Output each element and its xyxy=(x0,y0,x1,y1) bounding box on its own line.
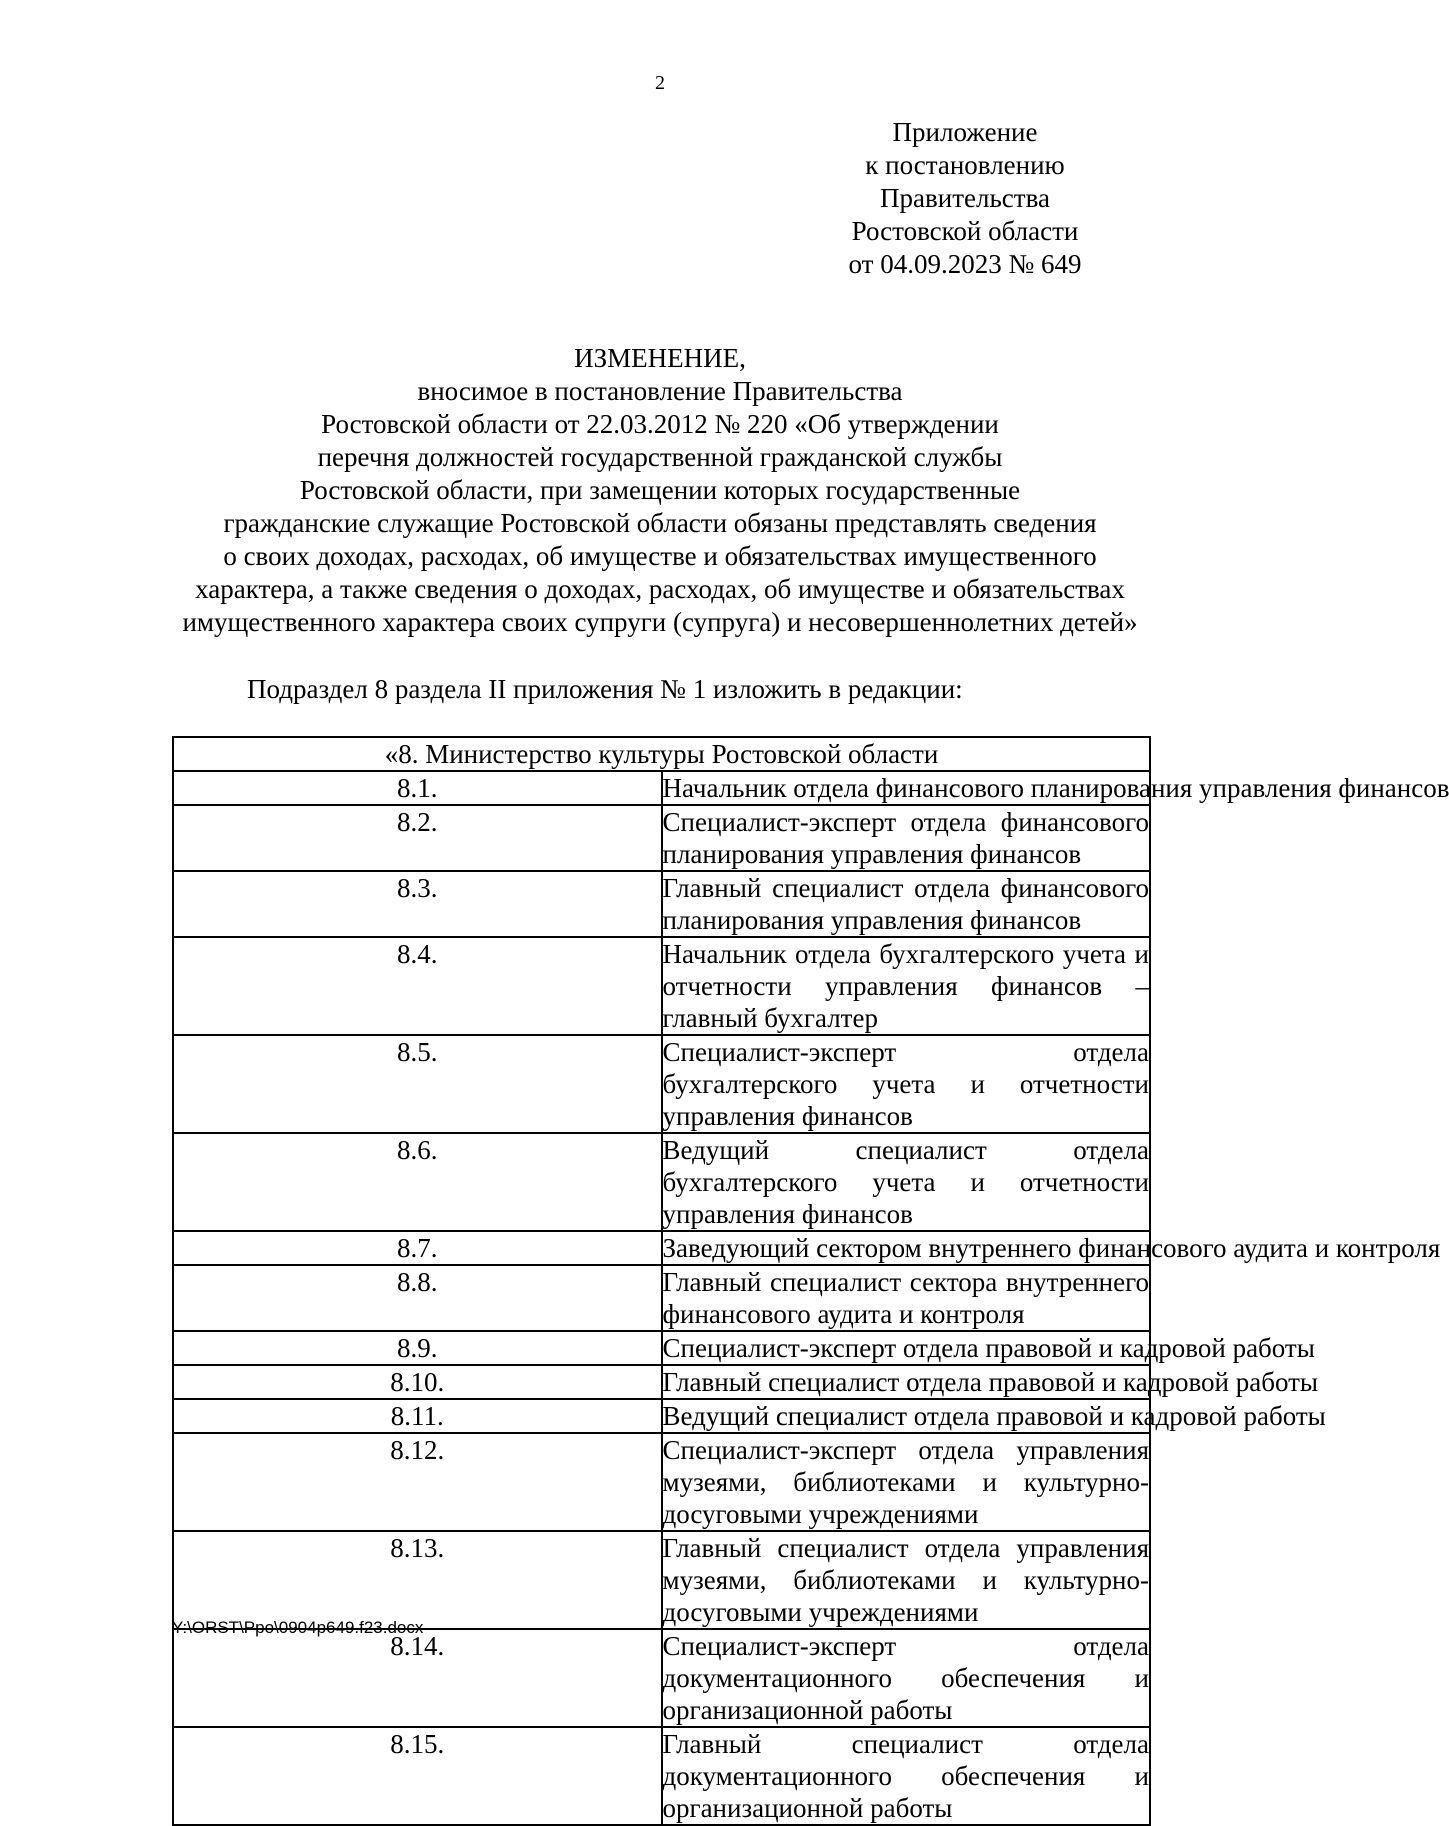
table-section-header: «8. Министерство культуры Ростовской области xyxy=(173,737,1150,771)
table-row xyxy=(173,1727,1150,1825)
row-position: Главный специалист отдела правовой и кадровой работы xyxy=(662,1367,1319,1397)
appendix-line: от 04.09.2023 № 649 xyxy=(848,249,1082,279)
table-row xyxy=(173,1629,1150,1727)
table-row xyxy=(173,937,1150,1035)
row-number: 8.9. xyxy=(173,1331,662,1365)
heading-line: о своих доходах, расходах, об имуществе и обязательствах имущественного xyxy=(223,541,1097,571)
table-row xyxy=(173,1433,1150,1531)
appendix-line: Правительства xyxy=(880,183,1050,213)
table-row xyxy=(173,871,1150,937)
positions-table xyxy=(172,736,1449,1826)
row-number: 8.5. xyxy=(173,1035,662,1133)
heading-title: ИЗМЕНЕНИЕ, xyxy=(574,343,746,373)
table-row xyxy=(173,1331,1150,1365)
heading-line: вносимое в постановление Правительства xyxy=(417,376,903,406)
row-position: Начальник отдела бухгалтерского учета и отчетности управления финансов – главный бухгалтер xyxy=(662,939,1149,1033)
row-position: Специалист-эксперт отдела управления музеями, библиотеками и культурно-досуговыми учреждениями xyxy=(662,1435,1149,1529)
heading-line: Ростовской области, при замещении которых государственные xyxy=(299,475,1021,505)
row-number: 8.7. xyxy=(173,1231,662,1265)
table-row xyxy=(173,1365,1150,1399)
heading-line: характера, а также сведения о доходах, расходах, об имуществе и обязательствах xyxy=(195,574,1125,604)
page-number: 2 xyxy=(655,72,665,94)
row-position: Ведущий специалист отдела правовой и кадровой работы xyxy=(662,1401,1326,1431)
row-number: 8.4. xyxy=(173,937,662,1035)
table-row xyxy=(173,805,1150,871)
appendix-line: Приложение xyxy=(892,117,1038,147)
heading-line: Ростовской области от 22.03.2012 № 220 «Об утверждении xyxy=(321,409,999,439)
row-position: Начальник отдела финансового планирования управления финансов xyxy=(662,773,1449,803)
row-position: Ведущий специалист отдела бухгалтерского учета и отчетности управления финансов xyxy=(662,1135,1149,1229)
table-row xyxy=(173,1133,1150,1231)
row-number: 8.3. xyxy=(173,871,662,937)
table-section-row xyxy=(173,737,1150,771)
appendix-line: Ростовской области xyxy=(851,216,1079,246)
file-path-footer: Y:\ORST\Ppo\0904p649.f23.docx xyxy=(172,1618,424,1637)
row-number: 8.8. xyxy=(173,1265,662,1331)
document-heading xyxy=(150,342,1170,639)
table-row xyxy=(173,1265,1150,1331)
heading-line: гражданские служащие Ростовской области обязаны представлять сведения xyxy=(223,508,1097,538)
row-position: Специалист-эксперт отдела правовой и кадровой работы xyxy=(662,1333,1315,1363)
row-number: 8.11. xyxy=(173,1399,662,1433)
table-row xyxy=(173,1399,1150,1433)
table-row xyxy=(173,1531,1150,1629)
row-position: Главный специалист сектора внутреннего финансового аудита и контроля xyxy=(662,1267,1149,1329)
row-position: Специалист-эксперт отдела бухгалтерского учета и отчетности управления финансов xyxy=(662,1037,1149,1131)
table-row xyxy=(173,1231,1150,1265)
row-position: Главный специалист отдела финансового планирования управления финансов xyxy=(662,873,1149,935)
row-number: 8.15. xyxy=(173,1727,662,1825)
row-number: 8.13. xyxy=(173,1531,662,1629)
table-row xyxy=(173,1035,1150,1133)
row-number: 8.1. xyxy=(173,771,662,805)
row-number: 8.10. xyxy=(173,1365,662,1399)
row-position: Специалист-эксперт отдела документационного обеспечения и организационной работы xyxy=(662,1631,1149,1725)
row-position: Заведующий сектором внутреннего финансового аудита и контроля xyxy=(662,1233,1441,1263)
heading-line: перечня должностей государственной гражданской службы xyxy=(317,442,1003,472)
row-number: 8.12. xyxy=(173,1433,662,1531)
row-number: 8.14. xyxy=(173,1629,662,1727)
row-number: 8.2. xyxy=(173,805,662,871)
row-number: 8.6. xyxy=(173,1133,662,1231)
appendix-block xyxy=(800,116,1130,281)
row-position: Специалист-эксперт отдела финансового планирования управления финансов xyxy=(662,807,1149,869)
row-position: Главный специалист отдела документационного обеспечения и организационной работы xyxy=(662,1729,1149,1823)
intro-paragraph: Подраздел 8 раздела II приложения № 1 изложить в редакции: xyxy=(247,674,963,704)
heading-line: имущественного характера своих супруги (супруга) и несовершеннолетних детей» xyxy=(182,607,1138,637)
appendix-line: к постановлению xyxy=(865,150,1065,180)
table-row xyxy=(173,771,1150,805)
row-position: Главный специалист отдела управления музеями, библиотеками и культурно-досуговыми учреждениями xyxy=(662,1533,1149,1627)
